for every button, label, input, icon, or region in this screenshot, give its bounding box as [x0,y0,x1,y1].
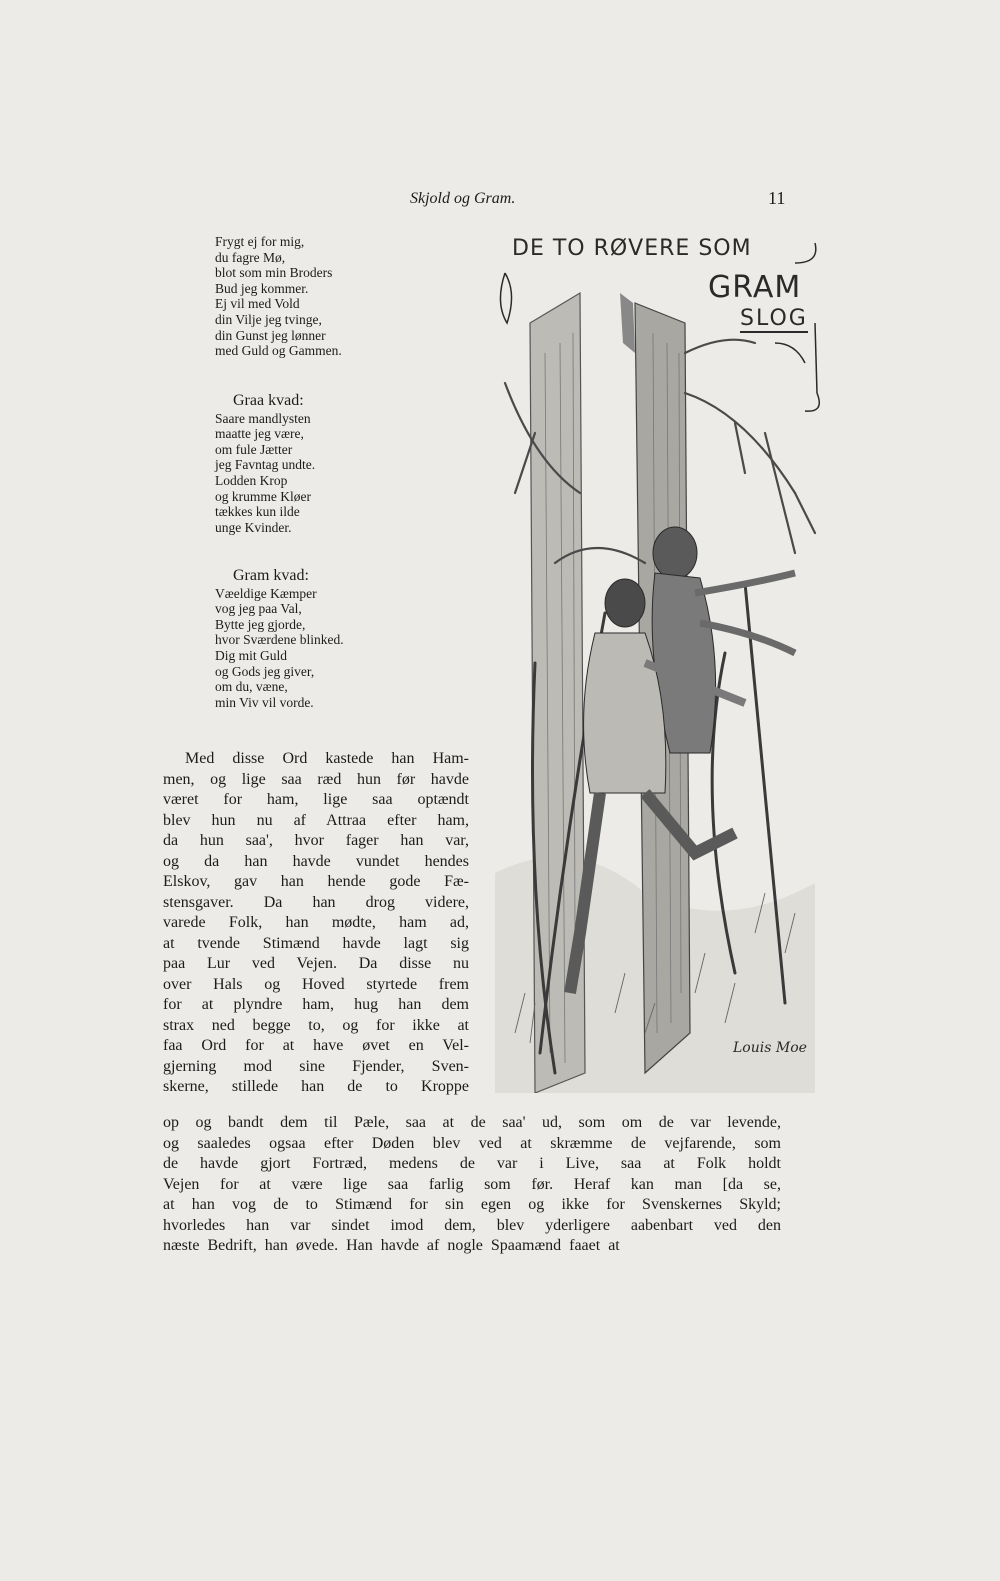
poem-line: hvor Sværdene blinked. [215,632,344,648]
poem-line: jeg Favntag undte. [215,457,316,473]
illustration-title-line-1: DE TO RØVERE SOM [512,236,752,261]
prose-line: over Hals og Hoved styrtede frem [163,975,469,993]
poem-line: vog jeg paa Val, [215,601,302,617]
prose-line: varede Folk, han mødte, ham ad, [163,914,469,931]
page-number: 11 [768,188,786,208]
poem-line: og krumme Kløer [215,488,311,504]
prose-line: Vejen for at være lige saa farlig som før. Heraf kan man [da se, [163,1175,781,1193]
prose-line: hvorledes han var sindet imod dem, blev yderligere aabenbart ved den [163,1216,781,1234]
poem-line: din Vilje jeg tvinge, [215,311,322,327]
prose-line: at han vog de to Stimænd for sin egen og ikke for Svenskernes Skyld; [163,1196,781,1213]
poem-line: din Gunst jeg lønner [215,327,326,343]
running-header-title: Skjold og Gram. [410,190,516,207]
poem-line: blot som min Broders [215,265,333,281]
prose-line: strax ned begge to, og for ikke at [163,1016,469,1034]
prose-line: at tvende Stimænd havde lagt sig [163,934,469,952]
poem-line: om fule Jætter [215,441,293,457]
prose-line: op og bandt dem til Pæle, saa at de saa' ud, som om de var levende, [163,1114,781,1131]
illustration-robbers [495,233,825,1093]
prose-line: de havde gjort Fortræd, medens de var i Live, saa at Folk holdt [163,1155,781,1172]
illustration-title-line-2: GRAM [708,270,802,305]
prose-line: skerne, stillede han de to Kroppe [163,1078,469,1095]
poem-line: Bytte jeg gjorde, [215,616,306,632]
poem-line: tækkes kun ilde [215,504,300,520]
artist-signature: Louis Moe [733,1040,807,1056]
poem-stanza-2 [215,393,455,535]
poem-line: med Guld og Gammen. [215,343,342,359]
poem-line: om du, væne, [215,679,288,695]
poem-stanza-1 [215,234,455,359]
poem-line: Bud jeg kommer. [215,280,309,296]
poem-line: Ej vil med Vold [215,296,300,312]
poem-line: og Gods jeg giver, [215,663,315,679]
prose-fullwidth [163,1113,781,1257]
poem-line: Væeldige Kæmper [215,585,317,601]
poem-line: unge Kvinder. [215,519,292,535]
poem-line: Dig mit Guld [215,647,288,663]
prose-line: men, og lige saa ræd hun før havde [163,770,469,788]
prose-line: været for ham, lige saa optændt [163,791,469,808]
prose-line: da hun saa', hvor fager han var, [163,832,469,849]
stanza-heading: Graa kvad: [233,392,304,409]
prose-line: Elskov, gav han hende gode Fæ- [163,873,469,890]
prose-column [163,749,469,1098]
prose-line: stensgaver. Da han drog videre, [163,893,469,911]
poem-line: du fagre Mø, [215,249,286,265]
prose-line: næste Bedrift, han øvede. Han havde af nogle Spaamænd faaet at [163,1237,620,1254]
prose-line: for at plyndre ham, hug han dem [163,996,469,1013]
prose-line: blev hun nu af Attraa efter ham, [163,811,469,829]
illustration-drawing [495,233,825,1093]
poem-line: Saare mandlysten [215,410,311,426]
prose-line: og saaledes ogsaa efter Døden blev ved at skræmme de vejfarende, som [163,1134,781,1152]
illustration-title-line-3: SLOG [740,306,808,331]
poem-line: min Viv vil vorde. [215,694,314,710]
poem-line: Frygt ej for mig, [215,234,305,249]
poem-stanza-3 [215,568,455,710]
prose-line: faa Ord for at have øvet en Vel- [163,1037,469,1054]
poem-line: Lodden Krop [215,472,288,488]
prose-line: gjerning mod sine Fjender, Sven- [163,1057,469,1075]
prose-line: Med disse Ord kastede han Ham- [185,750,469,767]
prose-line: paa Lur ved Vejen. Da disse nu [163,955,469,972]
prose-line: og da han havde vundet hendes [163,852,469,870]
poem-line: maatte jeg være, [215,426,304,442]
stanza-heading: Gram kvad: [233,567,309,584]
